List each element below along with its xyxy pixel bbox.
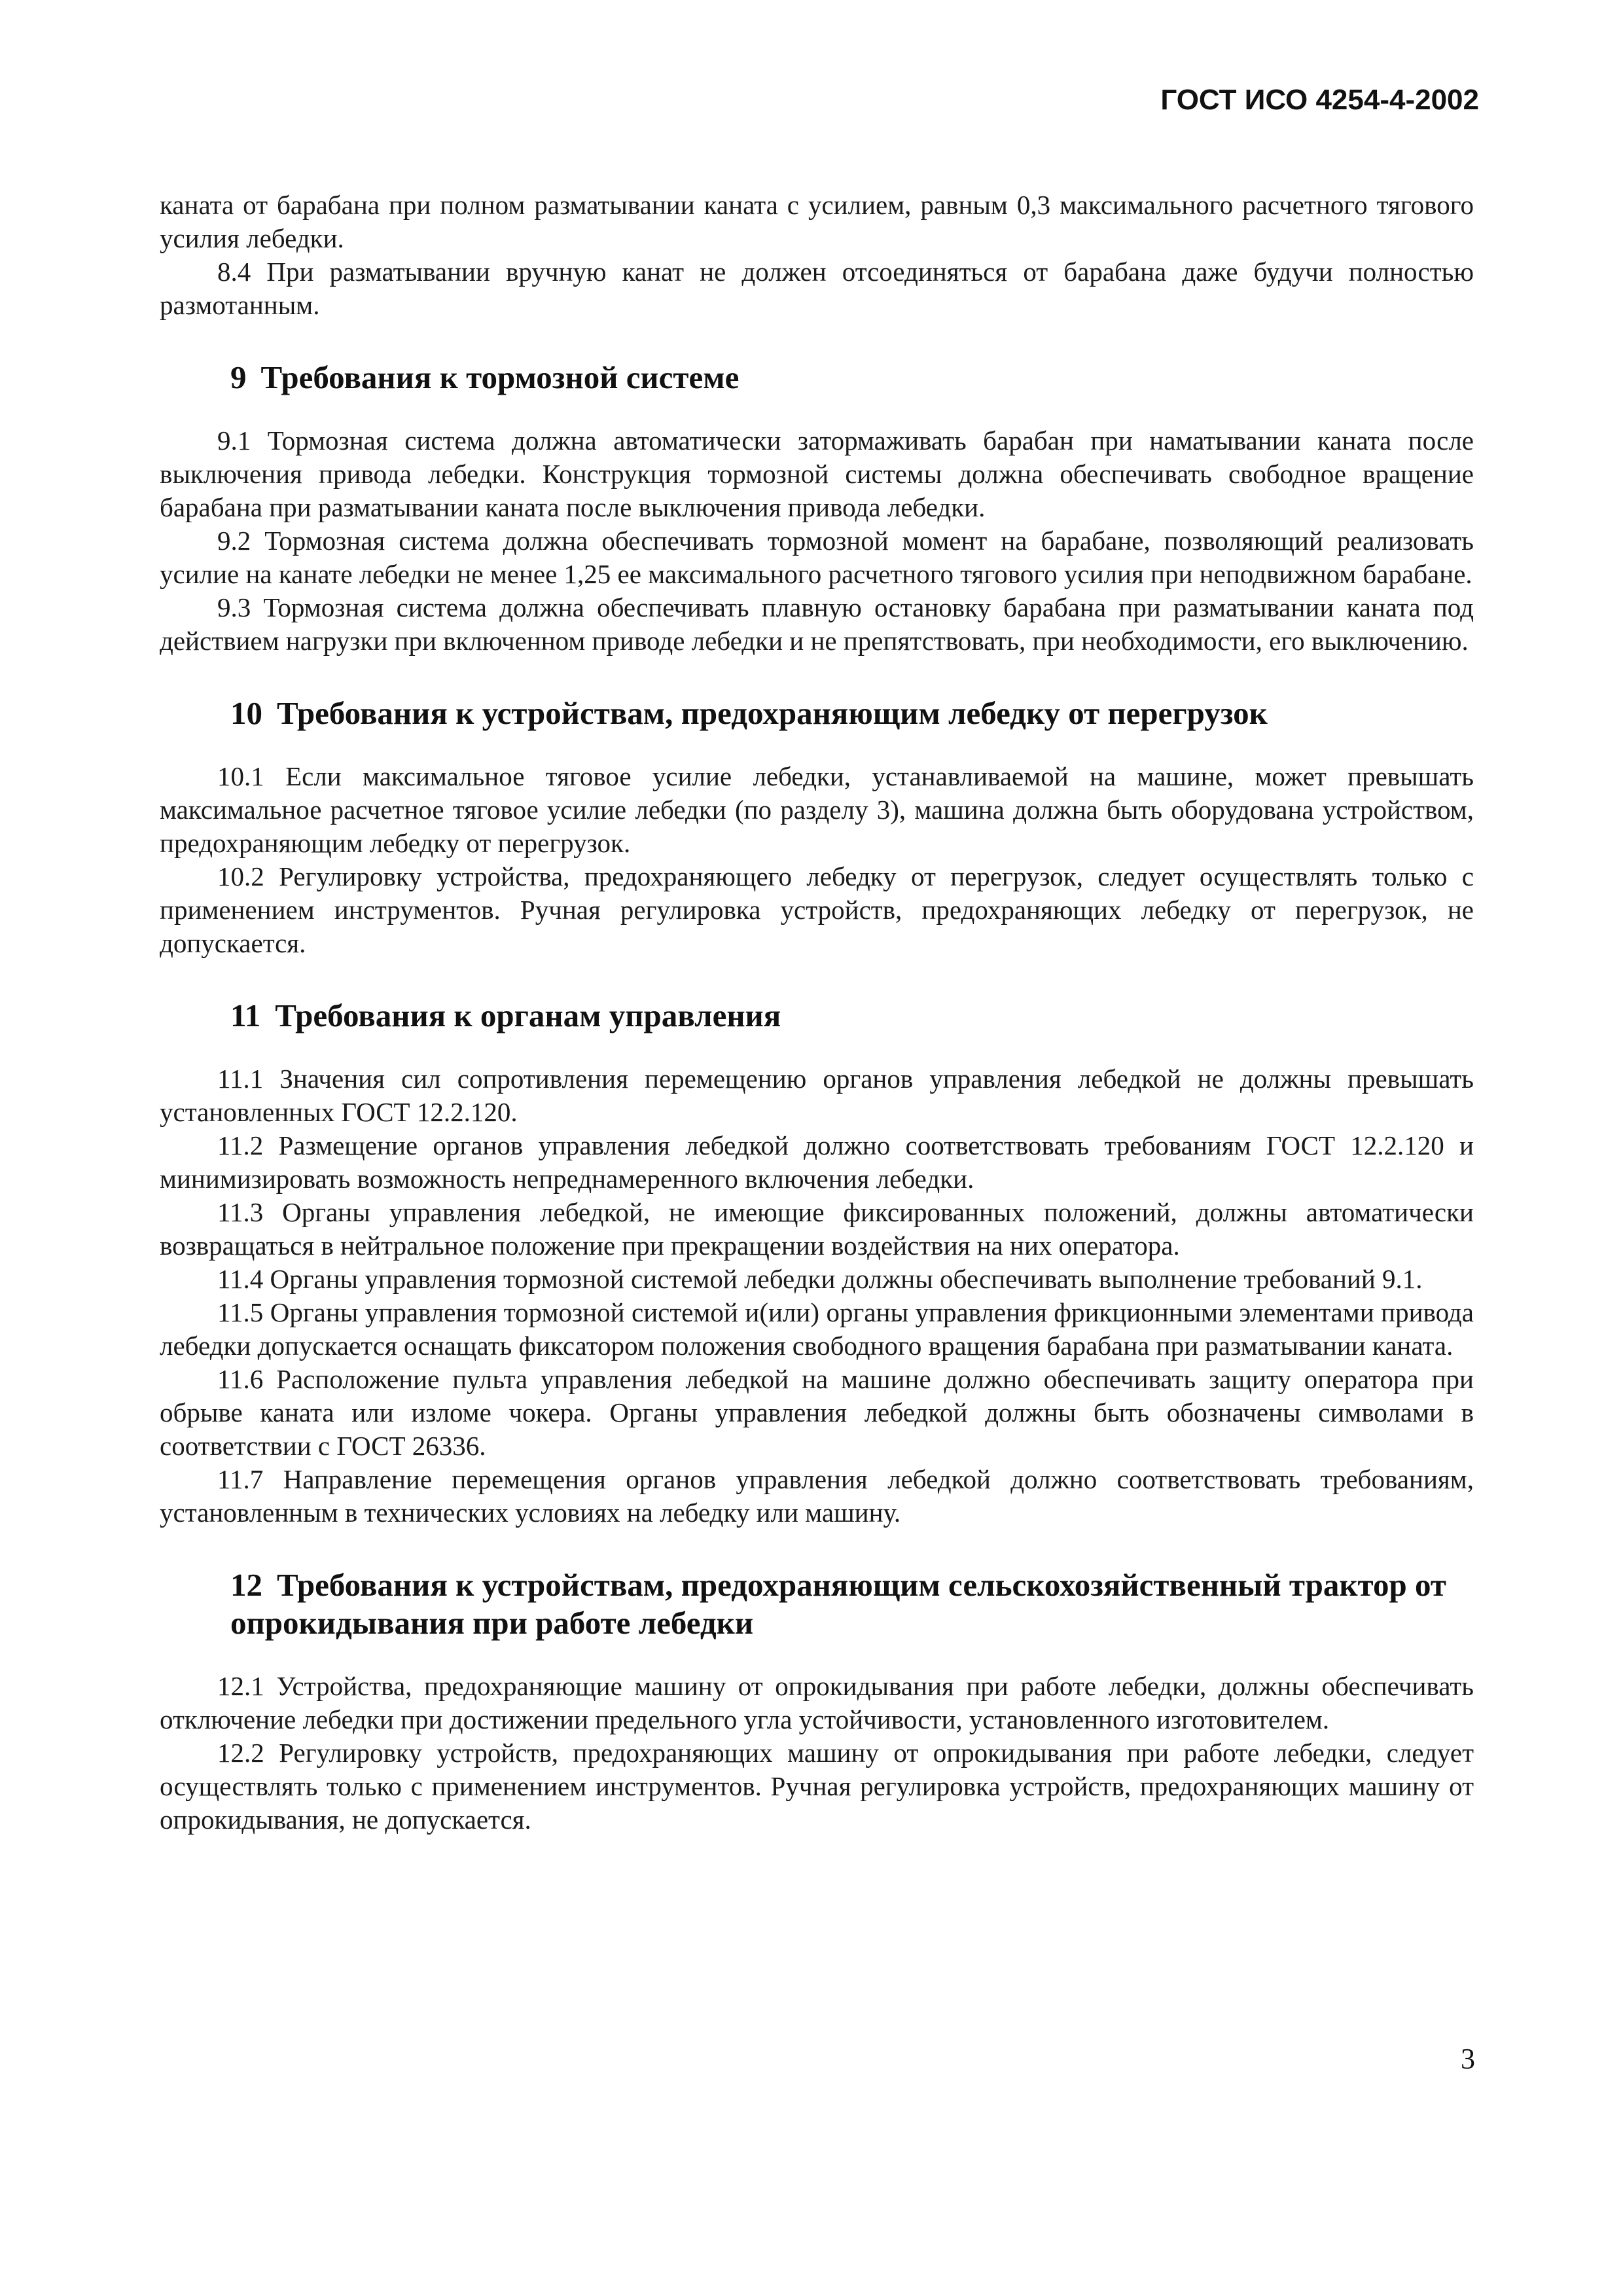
paragraph-9-1: 9.1 Тормозная система должна автоматически затормаживать барабан при наматывании каната после выключения привода лебедки. Конструкция тормозной системы должна обеспечивать свободное вращение барабана при разматывании каната после выключения привода лебедки. xyxy=(160,425,1474,522)
section-heading-10 xyxy=(160,694,1474,732)
paragraph-11-1: 11.1 Значения сил сопротивления перемещению органов управления лебедкой не должны превышать установленных ГОСТ 12.2.120. xyxy=(160,1064,1474,1127)
section-title: Требования к тормозной системе xyxy=(260,359,740,395)
section-12 xyxy=(160,1566,1474,1837)
paragraph-9-2: 9.2 Тормозная система должна обеспечивать тормозной момент на барабане, позволяющий реализовать усилие на канате лебедки не менее 1,25 ее максимального расчетного тягового усилия при неподвижном барабане. xyxy=(160,526,1474,589)
paragraph-11-3: 11.3 Органы управления лебедкой, не имеющие фиксированных положений, должны автоматически возвращаться в нейтральное положение при прекращении воздействия на них оператора. xyxy=(160,1197,1474,1261)
paragraph-11-4: 11.4 Органы управления тормозной системой лебедки должны обеспечивать выполнение требований 9.1. xyxy=(217,1264,1423,1294)
paragraph-10-1: 10.1 Если максимальное тяговое усилие лебедки, устанавливаемой на машине, может превышать максимальное расчетное тяговое усилие лебедки (по разделу 3), машина должна быть оборудована устройством, предохраняющим лебедку от перегрузок. xyxy=(160,761,1474,858)
paragraph-11-6: 11.6 Расположение пульта управления лебедкой на машине должно обеспечивать защиту оператора при обрыве каната или изломе чокера. Органы управления лебедкой должны быть обозначены символами в соответствии с ГОСТ 26336. xyxy=(160,1364,1474,1461)
section-title: Требования к органам управления xyxy=(275,997,781,1033)
section-number: 10 xyxy=(230,695,262,731)
document-body xyxy=(160,188,1474,1837)
standard-code-header: ГОСТ ИСО 4254-4-2002 xyxy=(1160,84,1479,116)
paragraph-12-2: 12.2 Регулировку устройств, предохраняющих машину от опрокидывания при работе лебедки, следует осуществлять только с применением инструментов. Ручная регулировка устройств, предохраняющих машину от опрокидывания, не допускается. xyxy=(160,1738,1474,1835)
section-heading-9 xyxy=(160,359,1474,397)
section-number: 11 xyxy=(230,997,261,1033)
section-heading-12 xyxy=(160,1566,1474,1642)
section-title: Требования к устройствам, предохраняющим сельскохозяйственный трактор от опрокидывания при работе лебедки xyxy=(230,1567,1446,1641)
paragraph-12-1: 12.1 Устройства, предохраняющие машину от опрокидывания при работе лебедки, должны обеспечивать отключение лебедки при достижении предельного угла устойчивости, установленного изготовителем. xyxy=(160,1671,1474,1734)
paragraph-11-2: 11.2 Размещение органов управления лебедкой должно соответствовать требованиям ГОСТ 12.2.120 и минимизировать возможность непреднамеренного включения лебедки. xyxy=(160,1130,1474,1194)
paragraph-9-3: 9.3 Тормозная система должна обеспечивать плавную остановку барабана при разматывании каната под действием нагрузки при включенном приводе лебедки и не препятствовать, при необходимости, его выключению. xyxy=(160,592,1474,656)
section-heading-11 xyxy=(160,997,1474,1035)
section-number: 12 xyxy=(230,1567,262,1603)
section-title: Требования к устройствам, предохраняющим лебедку от перегрузок xyxy=(277,695,1268,731)
section-9 xyxy=(160,359,1474,658)
page-number: 3 xyxy=(1461,2043,1475,2075)
paragraph-11-5: 11.5 Органы управления тормозной системой и(или) органы управления фрикционными элементами привода лебедки допускается оснащать фиксатором положения свободного вращения барабана при разматывании каната. xyxy=(160,1297,1474,1361)
section-number: 9 xyxy=(230,359,247,395)
paragraph-11-7: 11.7 Направление перемещения органов управления лебедкой должно соответствовать требованиям, установленным в технических условиях на лебедку или машину. xyxy=(160,1464,1474,1528)
paragraph-10-2: 10.2 Регулировку устройства, предохраняющего лебедку от перегрузок, следует осуществлять только с применением инструментов. Ручная регулировка устройств, предохраняющих лебедку от перегрузок, не допускается. xyxy=(160,861,1474,958)
section-11 xyxy=(160,997,1474,1530)
paragraph-8-4: 8.4 При разматывании вручную канат не должен отсоединяться от барабана даже будучи полностью размотанным. xyxy=(160,257,1474,320)
section-10 xyxy=(160,694,1474,960)
intro-paragraph-continuation: каната от барабана при полном разматывании каната с усилием, равным 0,3 максимального расчетного тягового усилия лебедки. xyxy=(160,190,1474,253)
